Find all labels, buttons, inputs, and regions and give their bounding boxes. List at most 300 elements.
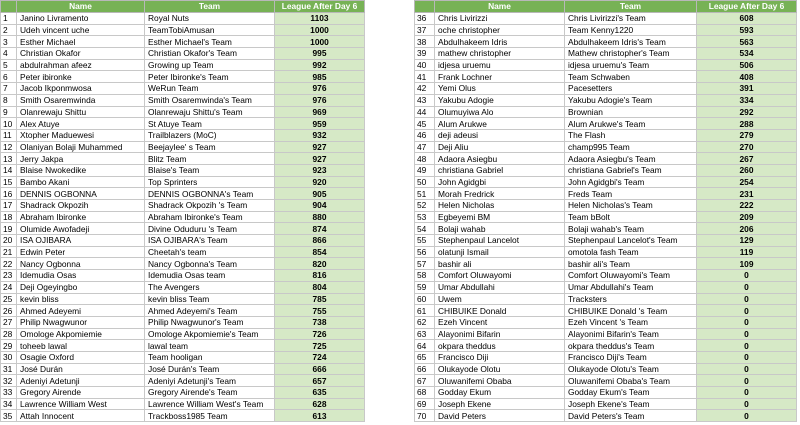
cell-team: Blaise's Team <box>145 164 275 176</box>
cell-team: Alum Arukwe's Team <box>565 118 697 130</box>
table-row <box>1 293 365 305</box>
cell-name: Gregory Airende <box>17 387 145 399</box>
cell-rank: 34 <box>1 398 17 410</box>
cell-name: deji adeusi <box>435 129 565 141</box>
cell-rank: 53 <box>415 211 435 223</box>
cell-points: 0 <box>697 410 797 422</box>
cell-team: Trailblazers (MoC) <box>145 129 275 141</box>
cell-name: Xtopher Maduewesi <box>17 129 145 141</box>
cell-name: olatunji Ismail <box>435 246 565 258</box>
cell-team: Alayonimi Bifarin's Team <box>565 328 697 340</box>
cell-points: 992 <box>275 59 365 71</box>
table-row <box>415 270 797 282</box>
cell-points: 932 <box>275 129 365 141</box>
header-name: Name <box>17 1 145 13</box>
cell-rank: 46 <box>415 129 435 141</box>
cell-rank: 40 <box>415 59 435 71</box>
cell-rank: 7 <box>1 83 17 95</box>
cell-rank: 18 <box>1 211 17 223</box>
header-name: Name <box>435 1 565 13</box>
table-row <box>1 129 365 141</box>
cell-name: John Agidgbi <box>435 176 565 188</box>
table-row <box>1 328 365 340</box>
cell-team: Comfort Oluwayomi's Team <box>565 270 697 282</box>
cell-name: Adeniyi Adetunji <box>17 375 145 387</box>
table-row <box>415 398 797 410</box>
cell-team: Shadrack Okpozih 's Team <box>145 200 275 212</box>
cell-team: Omologe Akpomiemie's Team <box>145 328 275 340</box>
cell-rank: 55 <box>415 235 435 247</box>
cell-name: Bambo Akani <box>17 176 145 188</box>
cell-rank: 47 <box>415 141 435 153</box>
cell-team: idjesa uruemu's Team <box>565 59 697 71</box>
cell-points: 927 <box>275 141 365 153</box>
cell-team: Joseph Ekene's Team <box>565 398 697 410</box>
table-row <box>1 211 365 223</box>
cell-rank: 56 <box>415 246 435 258</box>
table-row <box>415 118 797 130</box>
cell-team: Tracksters <box>565 293 697 305</box>
table-row <box>1 71 365 83</box>
cell-team: St Atuye Team <box>145 118 275 130</box>
cell-name: Edwin Peter <box>17 246 145 258</box>
cell-team: The Flash <box>565 129 697 141</box>
cell-rank: 63 <box>415 328 435 340</box>
cell-points: 279 <box>697 129 797 141</box>
table-row <box>415 223 797 235</box>
cell-points: 725 <box>275 340 365 352</box>
cell-team: Chris Livirizzi's Team <box>565 13 697 25</box>
cell-rank: 68 <box>415 387 435 399</box>
cell-name: Idemudia Osas <box>17 270 145 282</box>
table-row <box>415 351 797 363</box>
table-row <box>1 59 365 71</box>
cell-team: Adaora Asiegbu's Team <box>565 153 697 165</box>
cell-team: Philip Nwagwunor's Team <box>145 316 275 328</box>
cell-team: Abraham Ibironke's Team <box>145 211 275 223</box>
cell-name: Adaora Asiegbu <box>435 153 565 165</box>
cell-name: idjesa uruemu <box>435 59 565 71</box>
table-row <box>1 305 365 317</box>
cell-points: 854 <box>275 246 365 258</box>
cell-rank: 69 <box>415 398 435 410</box>
table-row <box>415 153 797 165</box>
cell-team: Ezeh Vincent 's Team <box>565 316 697 328</box>
cell-team: Adeniyi Adetunji's Team <box>145 375 275 387</box>
table-row <box>415 246 797 258</box>
cell-name: Lawrence William West <box>17 398 145 410</box>
cell-team: okpara theddus's Team <box>565 340 697 352</box>
cell-points: 563 <box>697 36 797 48</box>
table-row <box>415 36 797 48</box>
table-row <box>1 200 365 212</box>
cell-team: Brownian <box>565 106 697 118</box>
cell-points: 0 <box>697 375 797 387</box>
cell-rank: 10 <box>1 118 17 130</box>
cell-name: christiana Gabriel <box>435 164 565 176</box>
cell-rank: 67 <box>415 375 435 387</box>
table-row <box>1 270 365 282</box>
table-row <box>415 188 797 200</box>
cell-team: Team bBolt <box>565 211 697 223</box>
league-table-right <box>414 0 797 422</box>
cell-team: CHIBUIKE Donald 's Team <box>565 305 697 317</box>
cell-rank: 62 <box>415 316 435 328</box>
cell-rank: 32 <box>1 375 17 387</box>
cell-name: Umar Abdullahi <box>435 281 565 293</box>
cell-rank: 59 <box>415 281 435 293</box>
header-num <box>1 1 17 13</box>
cell-team: Freds Team <box>565 188 697 200</box>
cell-team: Beejaylee' s Team <box>145 141 275 153</box>
cell-points: 254 <box>697 176 797 188</box>
cell-rank: 4 <box>1 48 17 60</box>
table-row <box>1 281 365 293</box>
cell-rank: 61 <box>415 305 435 317</box>
table-row <box>415 328 797 340</box>
cell-points: 657 <box>275 375 365 387</box>
table-row <box>415 387 797 399</box>
cell-points: 726 <box>275 328 365 340</box>
cell-name: Uwem <box>435 293 565 305</box>
cell-points: 635 <box>275 387 365 399</box>
table-row <box>415 13 797 25</box>
cell-rank: 24 <box>1 281 17 293</box>
cell-name: Attah Innocent <box>17 410 145 422</box>
cell-points: 0 <box>697 351 797 363</box>
cell-team: WeRun Team <box>145 83 275 95</box>
cell-points: 222 <box>697 200 797 212</box>
cell-name: mathew christopher <box>435 48 565 60</box>
cell-rank: 20 <box>1 235 17 247</box>
cell-name: Alayonimi Bifarin <box>435 328 565 340</box>
cell-name: Comfort Oluwayomi <box>435 270 565 282</box>
table-row <box>1 223 365 235</box>
cell-team: Pacesetters <box>565 83 697 95</box>
cell-team: Esther Michael's Team <box>145 36 275 48</box>
cell-name: Olaniyan Bolaji Muhammed <box>17 141 145 153</box>
cell-points: 880 <box>275 211 365 223</box>
cell-team: Godday Ekum's Team <box>565 387 697 399</box>
cell-points: 334 <box>697 94 797 106</box>
cell-name: kevin bliss <box>17 293 145 305</box>
table-row <box>415 141 797 153</box>
cell-rank: 70 <box>415 410 435 422</box>
cell-name: Oluwanifemi Obaba <box>435 375 565 387</box>
table-row <box>415 129 797 141</box>
cell-rank: 25 <box>1 293 17 305</box>
cell-name: Osagie Oxford <box>17 351 145 363</box>
cell-rank: 9 <box>1 106 17 118</box>
cell-team: Divine Oduduru 's Team <box>145 223 275 235</box>
cell-points: 1000 <box>275 36 365 48</box>
cell-points: 391 <box>697 83 797 95</box>
cell-points: 923 <box>275 164 365 176</box>
header-team: Team <box>145 1 275 13</box>
cell-rank: 14 <box>1 164 17 176</box>
table-row <box>415 200 797 212</box>
cell-team: Top Sprinters <box>145 176 275 188</box>
cell-points: 0 <box>697 270 797 282</box>
cell-team: Abdulhakeem Idris's Team <box>565 36 697 48</box>
cell-name: Frank Lochner <box>435 71 565 83</box>
cell-name: Udeh vincent uche <box>17 24 145 36</box>
cell-team: Umar Abdullahi's Team <box>565 281 697 293</box>
cell-points: 109 <box>697 258 797 270</box>
cell-points: 866 <box>275 235 365 247</box>
cell-rank: 45 <box>415 118 435 130</box>
cell-rank: 27 <box>1 316 17 328</box>
cell-rank: 30 <box>1 351 17 363</box>
cell-name: Janino Livramento <box>17 13 145 25</box>
cell-name: Chris Livirizzi <box>435 13 565 25</box>
cell-name: okpara theddus <box>435 340 565 352</box>
cell-points: 976 <box>275 83 365 95</box>
cell-points: 995 <box>275 48 365 60</box>
table-row <box>415 281 797 293</box>
table-row <box>1 235 365 247</box>
cell-name: toheeb lawal <box>17 340 145 352</box>
cell-rank: 35 <box>1 410 17 422</box>
cell-rank: 6 <box>1 71 17 83</box>
header-score: League After Day 6 <box>275 1 365 13</box>
cell-points: 804 <box>275 281 365 293</box>
cell-points: 927 <box>275 153 365 165</box>
table-row <box>1 410 365 422</box>
table-row <box>1 106 365 118</box>
cell-points: 904 <box>275 200 365 212</box>
table-row <box>415 235 797 247</box>
cell-name: Deji Ogeyingbo <box>17 281 145 293</box>
cell-rank: 11 <box>1 129 17 141</box>
cell-points: 724 <box>275 351 365 363</box>
cell-rank: 39 <box>415 48 435 60</box>
cell-points: 0 <box>697 281 797 293</box>
table-row <box>1 375 365 387</box>
cell-team: Lawrence William West's Team <box>145 398 275 410</box>
table-row <box>1 94 365 106</box>
table-row <box>1 36 365 48</box>
table-row <box>415 71 797 83</box>
cell-team: Royal Nuts <box>145 13 275 25</box>
cell-name: Jacob Ikponmwosa <box>17 83 145 95</box>
cell-name: Ezeh Vincent <box>435 316 565 328</box>
cell-rank: 58 <box>415 270 435 282</box>
table-row <box>415 59 797 71</box>
cell-name: Morah Fredrick <box>435 188 565 200</box>
cell-rank: 3 <box>1 36 17 48</box>
cell-name: oche christopher <box>435 24 565 36</box>
cell-name: David Peters <box>435 410 565 422</box>
table-row <box>1 316 365 328</box>
cell-rank: 36 <box>415 13 435 25</box>
cell-team: Team hooligan <box>145 351 275 363</box>
cell-points: 0 <box>697 398 797 410</box>
cell-rank: 8 <box>1 94 17 106</box>
cell-points: 755 <box>275 305 365 317</box>
cell-team: Ahmed Adeyemi's Team <box>145 305 275 317</box>
cell-team: Olanrewaju Shittu's Team <box>145 106 275 118</box>
cell-rank: 2 <box>1 24 17 36</box>
table-row <box>415 176 797 188</box>
table-row <box>415 363 797 375</box>
cell-points: 628 <box>275 398 365 410</box>
cell-team: Cheetah's team <box>145 246 275 258</box>
cell-team: kevin bliss Team <box>145 293 275 305</box>
table-row <box>415 164 797 176</box>
table-header-row <box>415 1 797 13</box>
cell-points: 969 <box>275 106 365 118</box>
cell-points: 0 <box>697 387 797 399</box>
table-row <box>1 363 365 375</box>
cell-points: 959 <box>275 118 365 130</box>
cell-name: Philip Nwagwunor <box>17 316 145 328</box>
table-row <box>1 340 365 352</box>
cell-team: Trackboss1985 Team <box>145 410 275 422</box>
cell-team: Team Schwaben <box>565 71 697 83</box>
cell-rank: 16 <box>1 188 17 200</box>
cell-name: Bolaji wahab <box>435 223 565 235</box>
cell-team: DENNIS OGBONNA's Team <box>145 188 275 200</box>
cell-rank: 31 <box>1 363 17 375</box>
league-table-left <box>0 0 365 422</box>
cell-points: 874 <box>275 223 365 235</box>
cell-rank: 37 <box>415 24 435 36</box>
cell-rank: 1 <box>1 13 17 25</box>
cell-points: 785 <box>275 293 365 305</box>
cell-team: Christian Okafor's Team <box>145 48 275 60</box>
cell-team: christiana Gabriel's Team <box>565 164 697 176</box>
cell-team: Growing up Team <box>145 59 275 71</box>
cell-points: 613 <box>275 410 365 422</box>
cell-rank: 42 <box>415 83 435 95</box>
cell-team: Olukayode Olotu's Team <box>565 363 697 375</box>
cell-rank: 17 <box>1 200 17 212</box>
table-row <box>1 48 365 60</box>
cell-points: 608 <box>697 13 797 25</box>
cell-rank: 50 <box>415 176 435 188</box>
cell-rank: 22 <box>1 258 17 270</box>
table-row <box>1 387 365 399</box>
cell-points: 288 <box>697 118 797 130</box>
cell-name: Helen Nicholas <box>435 200 565 212</box>
cell-team: Nancy Ogbonna's Team <box>145 258 275 270</box>
header-team: Team <box>565 1 697 13</box>
cell-team: Idemudia Osas team <box>145 270 275 282</box>
cell-name: Smith Osaremwinda <box>17 94 145 106</box>
cell-team: TeamTobiAmusan <box>145 24 275 36</box>
cell-name: Egbeyemi BM <box>435 211 565 223</box>
cell-rank: 28 <box>1 328 17 340</box>
cell-points: 292 <box>697 106 797 118</box>
cell-points: 1000 <box>275 24 365 36</box>
cell-name: Deji Aliu <box>435 141 565 153</box>
cell-points: 738 <box>275 316 365 328</box>
cell-name: Stephenpaul Lancelot <box>435 235 565 247</box>
cell-points: 0 <box>697 293 797 305</box>
cell-points: 1103 <box>275 13 365 25</box>
cell-name: ISA OJIBARA <box>17 235 145 247</box>
cell-name: Shadrack Okpozih <box>17 200 145 212</box>
cell-team: Blitz Team <box>145 153 275 165</box>
cell-rank: 54 <box>415 223 435 235</box>
cell-rank: 33 <box>1 387 17 399</box>
cell-name: Francisco Diji <box>435 351 565 363</box>
cell-points: 260 <box>697 164 797 176</box>
cell-rank: 19 <box>1 223 17 235</box>
cell-team: Smith Osaremwinda's Team <box>145 94 275 106</box>
cell-team: Oluwanifemi Obaba's Team <box>565 375 697 387</box>
cell-points: 0 <box>697 363 797 375</box>
cell-rank: 49 <box>415 164 435 176</box>
cell-name: Olukayode Olotu <box>435 363 565 375</box>
table-row <box>415 293 797 305</box>
cell-rank: 48 <box>415 153 435 165</box>
cell-rank: 64 <box>415 340 435 352</box>
cell-team: omotola fash Team <box>565 246 697 258</box>
cell-rank: 29 <box>1 340 17 352</box>
cell-name: DENNIS OGBONNA <box>17 188 145 200</box>
table-row <box>1 13 365 25</box>
table-row <box>415 24 797 36</box>
cell-name: Abdulhakeem Idris <box>435 36 565 48</box>
cell-team: Mathew christopher's Team <box>565 48 697 60</box>
table-row <box>1 398 365 410</box>
table-row <box>1 164 365 176</box>
cell-points: 0 <box>697 316 797 328</box>
table-header-row <box>1 1 365 13</box>
cell-name: Yemi Olus <box>435 83 565 95</box>
cell-name: Esther Michael <box>17 36 145 48</box>
cell-rank: 13 <box>1 153 17 165</box>
cell-name: Christian Okafor <box>17 48 145 60</box>
cell-name: Peter ibironke <box>17 71 145 83</box>
cell-points: 593 <box>697 24 797 36</box>
cell-name: Nancy Ogbonna <box>17 258 145 270</box>
cell-team: champ995 Team <box>565 141 697 153</box>
cell-team: Gregory Airende's Team <box>145 387 275 399</box>
table-row <box>415 106 797 118</box>
table-row <box>1 258 365 270</box>
cell-points: 206 <box>697 223 797 235</box>
cell-name: Jerry Jakpa <box>17 153 145 165</box>
table-row <box>415 48 797 60</box>
cell-rank: 65 <box>415 351 435 363</box>
cell-points: 119 <box>697 246 797 258</box>
cell-name: abdulrahman afeez <box>17 59 145 71</box>
cell-team: Stephenpaul Lancelot's Team <box>565 235 697 247</box>
cell-team: Bolaji wahab's Team <box>565 223 697 235</box>
table-row <box>1 153 365 165</box>
cell-team: bashir ali's Team <box>565 258 697 270</box>
cell-rank: 5 <box>1 59 17 71</box>
table-row <box>415 211 797 223</box>
cell-rank: 66 <box>415 363 435 375</box>
cell-rank: 21 <box>1 246 17 258</box>
cell-rank: 51 <box>415 188 435 200</box>
cell-points: 408 <box>697 71 797 83</box>
cell-rank: 38 <box>415 36 435 48</box>
cell-points: 816 <box>275 270 365 282</box>
cell-team: Helen Nicholas's Team <box>565 200 697 212</box>
cell-team: David Peters's Team <box>565 410 697 422</box>
cell-name: Olanrewaju Shittu <box>17 106 145 118</box>
cell-rank: 41 <box>415 71 435 83</box>
table-row <box>415 316 797 328</box>
cell-points: 820 <box>275 258 365 270</box>
header-num <box>415 1 435 13</box>
table-row <box>415 410 797 422</box>
